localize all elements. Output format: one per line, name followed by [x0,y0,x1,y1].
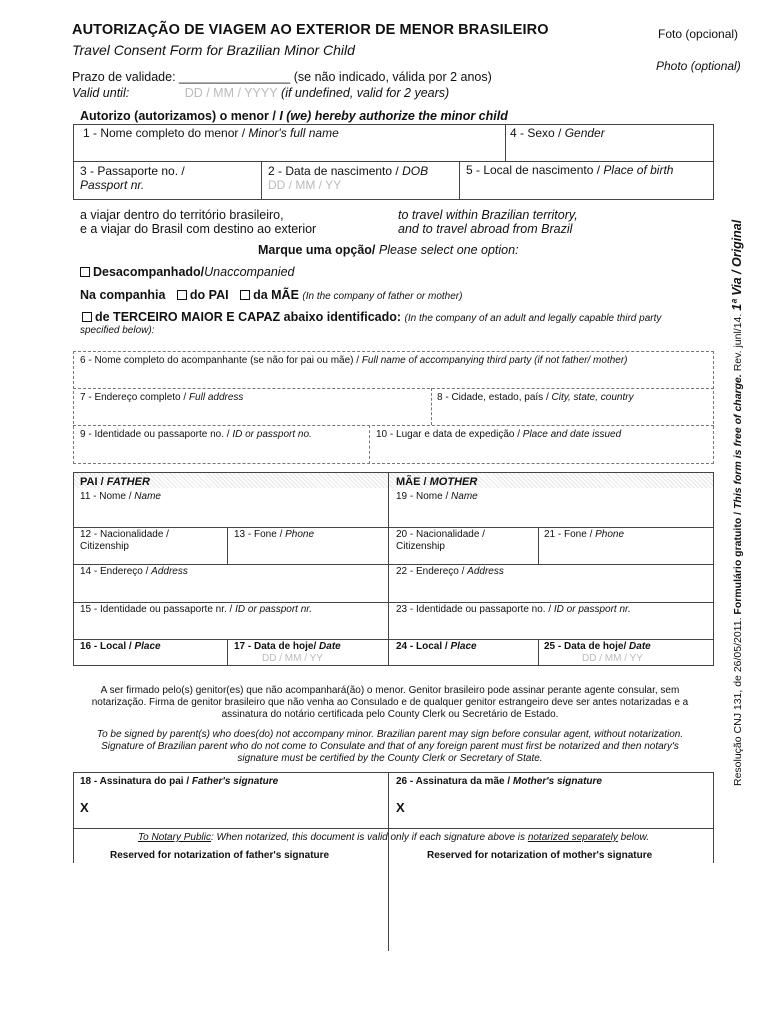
minor-gender-field[interactable]: 4 - Sexo / Gender [510,126,605,140]
option-with-parent: Na companhia do PAI da MÃE (In the company of father or mother) [80,288,463,302]
mother-heading: MÃE / MOTHER [396,476,478,488]
travel-text-pt: a viajar dentro do território brasileiro, e a viajar do Brasil com destino ao exterior [80,208,317,236]
option-unaccompanied[interactable]: Desacompanhado/Unaccompanied [80,266,294,279]
companion-name-field[interactable]: 6 - Nome completo do acompanhante (se não for pai ou mãe) / Full name of accompanying third party (if not father/ mother) [80,355,628,366]
father-date-field[interactable]: 17 - Data de hoje/ Date DD / MM / YY [234,641,341,664]
unaccompanied-checkbox[interactable] [80,267,90,277]
dob-placeholder: DD / MM / YY [268,178,342,192]
father-citizenship-field[interactable]: 12 - Nacionalidade / Citizenship [80,529,169,552]
authorize-heading [80,109,508,123]
option-third-party[interactable]: de TERCEIRO MAIOR E CAPAZ abaixo identificado: (In the company of an adult and legally capable third party [82,311,661,325]
companion-box [73,351,714,464]
instructions-en: To be signed by parent(s) who does(do) not accompany minor. Brazilian parent may sign before consular agent, without notarization. Signature of Brazilian parent who do not come to Consulate and that of any foreign parent must first be notarized and then notary's signature must be certified by the County Clerk or Secretary of State. [96,729,684,764]
side-legal-text: Resolução CNJ 131, de 26/05/2011. Formulário gratuito / This form is free of charge. Rev. junl/14. 1ª Via / Original [730,219,744,786]
photo-label-en: Photo (optional) [656,59,741,73]
mother-signature-label: 26 - Assinatura da mãe / Mother's signature [396,776,602,787]
companion-issued-field[interactable]: 10 - Lugar e data de expedição / Place and date issued [376,429,622,440]
validity-label-pt: Prazo de validade: [72,70,176,84]
father-address-field[interactable]: 14 - Endereço / Address [80,566,188,577]
minor-dob-field[interactable]: 2 - Data de nascimento / DOB DD / MM / YY [268,164,429,192]
father-checkbox[interactable] [177,290,187,300]
reserved-father-notarization: Reserved for notarization of father's signature [110,850,330,861]
authorize-pt: Autorizo (autorizamos) o menor / [80,109,276,123]
travel-text-en: to travel within Brazilian territory, and to travel abroad from Brazil [398,208,578,236]
father-signature-field[interactable]: X [80,800,89,815]
father-date-placeholder: DD / MM / YY [262,653,323,664]
minor-full-name-field[interactable]: 1 - Nome completo do menor / Minor's full name [83,126,339,140]
minor-passport-field[interactable]: 3 - Passaporte no. / Passport nr. [80,164,185,192]
father-id-field[interactable]: 15 - Identidade ou passaporte nr. / ID or passport nr. [80,604,313,615]
father-signature-label: 18 - Assinatura do pai / Father's signature [80,776,279,787]
father-place-field[interactable]: 16 - Local / Place [80,641,161,652]
validity-blank[interactable]: ________________ [179,70,291,84]
mother-citizenship-field[interactable]: 20 - Nacionalidade / Citizenship [396,529,485,552]
companion-city-field[interactable]: 8 - Cidade, estado, país / City, state, country [437,392,634,403]
mother-place-field[interactable]: 24 - Local / Place [396,641,477,652]
mother-checkbox[interactable] [240,290,250,300]
validity-note-pt: (se não indicado, válida por 2 anos) [293,70,492,84]
validity-date-field[interactable]: DD / MM / YYYY [184,86,278,100]
validity-row-en [72,86,449,100]
companion-address-field[interactable]: 7 - Endereço completo / Full address [80,392,244,403]
mother-id-field[interactable]: 23 - Identidade ou passaporte no. / ID or passport nr. [396,604,631,615]
select-option-instruction: Marque uma opção/ Please select one option: [258,243,519,257]
form-title: AUTORIZAÇÃO DE VIAGEM AO EXTERIOR DE MENOR BRASILEIRO [72,22,549,38]
instructions-pt: A ser firmado pelo(s) genitor(es) que não acompanhará(ão) o menor. Genitor brasileiro pode assinar perante agente consular, sem notarização. Firma de genitor brasileiro que não venha ao Consulado e de qualquer genitor estrangeiro deve ser antes notarizadas e a assinatura do notário certificada pelo County Clerk ou Secretário de Estado. [91,685,689,720]
third-party-note-cont: specified below): [80,325,155,336]
father-phone-field[interactable]: 13 - Fone / Phone [234,529,315,540]
validity-row-pt [72,70,492,84]
third-party-checkbox[interactable] [82,312,92,322]
mother-date-field[interactable]: 25 - Data de hoje/ Date DD / MM / YY [544,641,651,664]
mother-name-field[interactable]: 19 - Nome / Name [396,491,478,502]
photo-label-pt: Foto (opcional) [658,27,739,41]
mother-phone-field[interactable]: 21 - Fone / Phone [544,529,625,540]
notary-instruction: To Notary Public: When notarized, this document is valid only if each signature above is notarized separately below. [137,832,650,843]
validity-note-en: (if undefined, valid for 2 years) [281,86,450,100]
reserved-mother-notarization: Reserved for notarization of mother's signature [427,850,653,861]
minor-birthplace-field[interactable]: 5 - Local de nascimento / Place of birth [466,163,674,177]
mother-address-field[interactable]: 22 - Endereço / Address [396,566,504,577]
form-subtitle: Travel Consent Form for Brazilian Minor Child [72,42,355,58]
mother-signature-field[interactable]: X [396,800,405,815]
authorize-en: I (we) hereby authorize the minor child [279,109,508,123]
companion-id-field[interactable]: 9 - Identidade ou passaporte no. / ID or passport no. [80,429,312,440]
mother-date-placeholder: DD / MM / YY [582,653,643,664]
validity-label-en: Valid until: [72,86,130,100]
father-heading: PAI / FATHER [80,476,150,488]
father-name-field[interactable]: 11 - Nome / Name [80,491,161,502]
